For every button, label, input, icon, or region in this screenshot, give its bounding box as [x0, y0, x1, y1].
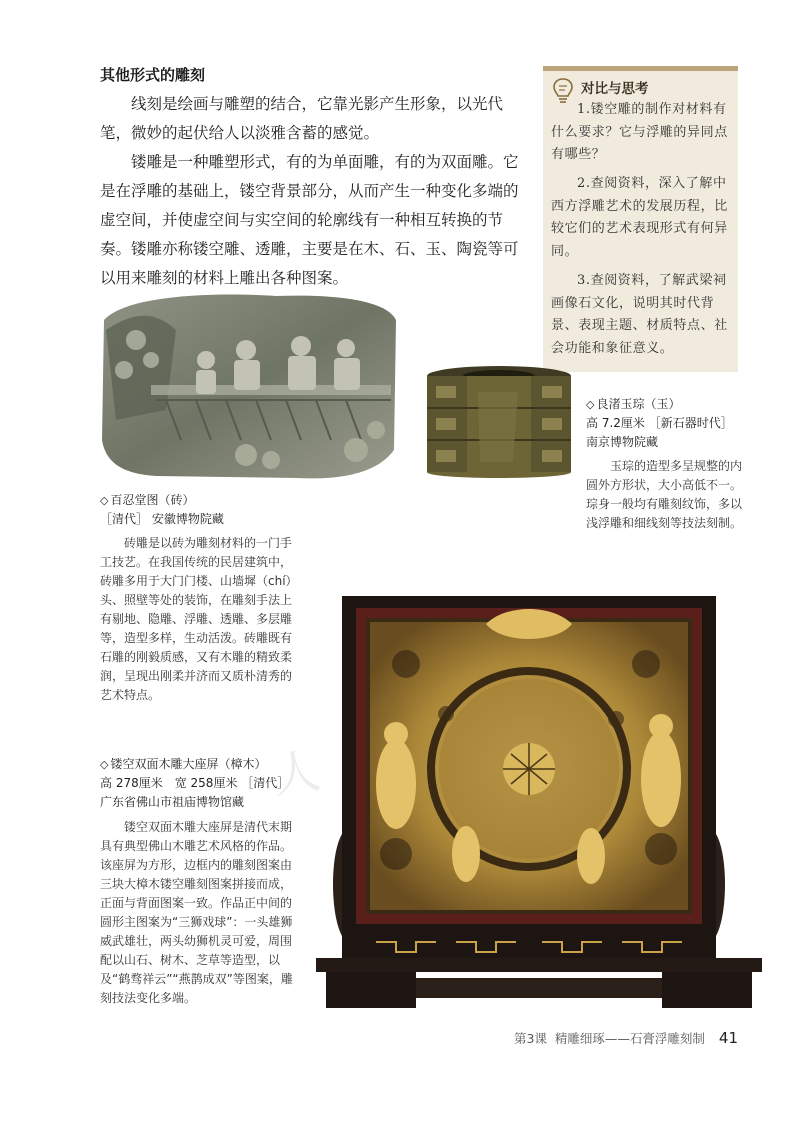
footer-lesson-number: 第3课: [513, 1031, 547, 1046]
sidebar-title: 对比与思考: [581, 81, 649, 97]
page-number: 41: [718, 1029, 738, 1047]
screen-caption-location: 广东省佛山市祖庙博物馆藏: [100, 795, 245, 809]
compare-think-box: [543, 66, 738, 372]
diamond-marker-icon: ◇: [586, 398, 595, 411]
watermark-glyph: 人: [268, 742, 325, 806]
paragraph-line-carving: 线刻是绘画与雕塑的结合，它靠光影产生形象，以光代笔，微妙的起伏给人以淡雅含蓄的感觉。: [100, 95, 504, 142]
diamond-marker-icon: ◇: [100, 494, 109, 507]
sidebar-question-3: 3.查阅资料，了解武梁祠画像石文化，说明其时代背景、表现主题、材质特点、社会功能和象征意义。: [551, 273, 728, 356]
brick-description: 砖雕是以砖为雕刻材料的一门手工技艺。在我国传统的民居建筑中，砖雕多用于大门门楼、山墙墀（chí）头、照壁等处的装饰，在雕刻手法上有剔地、隐雕、浮雕、透雕、多层雕等，造型多样，生动活泼。砖雕既有石雕的刚毅质感，又有木雕的精致柔润，呈现出刚柔并济而又质朴清秀的艺术特点。: [100, 536, 293, 702]
jade-caption-title: ◇ 良渚玉琮（玉）: [586, 397, 681, 411]
wooden-screen-image: [316, 594, 762, 1012]
jade-caption-location: 南京博物院藏: [586, 435, 659, 449]
screen-caption: [100, 755, 310, 812]
jade-caption: [586, 395, 756, 452]
brick-caption-title: ◇ 百忍堂图（砖）: [100, 493, 195, 507]
sidebar-question-2: 2.查阅资料，深入了解中西方浮雕艺术的发展历程，比较它们的艺术表现形式有何异同。: [551, 176, 728, 259]
screen-description: 镂空双面木雕大座屏是清代末期具有典型佛山木雕艺术风格的作品。该座屏为方形，边框内的雕刻图案由三块大樟木镂空雕刻图案拼接而成，正面与背面图案一致。作品正中间的圆形主图案为“三狮戏球”：一头雄狮威武雄壮，两头幼狮机灵可爱，周围配以山石、树木、芝草等造型，以及“鹤骛祥云”“燕鹊成双”等图案，雕刻技法变化多端。: [100, 820, 293, 1005]
screen-caption-meta: 高 278厘米 宽 258厘米 ［清代］: [100, 776, 290, 790]
footer-lesson-title: 精雕细琢——石膏浮雕刻制: [554, 1031, 705, 1046]
brick-caption: [100, 491, 300, 529]
screen-caption-title: ◇ 镂空双面木雕大座屏（樟木）: [100, 757, 267, 771]
brick-carving-image: [96, 290, 404, 482]
brick-caption-meta: ［清代］ 安徽博物院藏: [100, 512, 224, 526]
page-footer: [514, 1029, 738, 1047]
jade-cong-image: [418, 362, 580, 484]
paragraph-openwork-carving: 镂雕是一种雕塑形式，有的为单面雕，有的为双面雕。它是在浮雕的基础上，镂空背景部分，从而产生一种变化多端的虚空间，并使虚空间与实空间的轮廓线有一种相互转换的节奏。镂雕亦称镂空雕、透雕，主要是在木、石、玉、陶瓷等可以用来雕刻的材料上雕出各种图案。: [100, 153, 519, 287]
jade-caption-meta: 高 7.2厘米 ［新石器时代］: [586, 416, 733, 430]
diamond-marker-icon: ◇: [100, 758, 109, 771]
section-title: 其他形式的雕刻: [100, 66, 206, 84]
sidebar-question-1: 1.镂空雕的制作对材料有什么要求？它与浮雕的异同点有哪些？: [551, 102, 728, 162]
jade-description: 玉琮的造型多呈规整的内圆外方形状，大小高低不一。琮身一般均有雕刻纹饰，多以浅浮雕和细线刻等技法刻制。: [586, 459, 743, 530]
